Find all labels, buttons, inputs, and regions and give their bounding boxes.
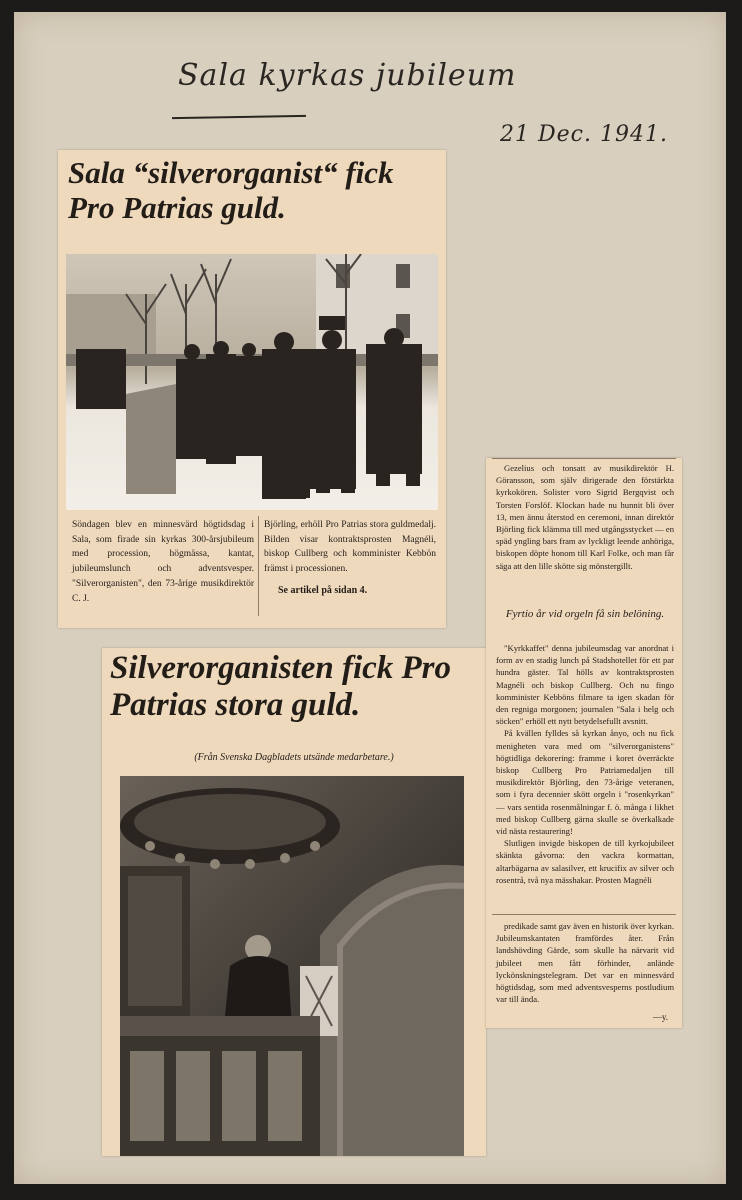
article-ending [496, 920, 674, 1005]
article-body [496, 642, 674, 886]
column-top-rule [492, 458, 676, 459]
handwritten-date: 21 Dec. 1941. [500, 122, 668, 147]
procession-illustration [66, 254, 438, 510]
news-clipping-procession [58, 150, 446, 628]
pulpit-illustration [120, 776, 464, 1156]
clipping-headline: Sala “silverorganist“ fick Pro Patrias guld. [68, 155, 394, 225]
column-separator [492, 914, 676, 915]
article-reference: Se artikel på sidan 4. [278, 584, 368, 596]
article-subhead: Fyrtio år vid orgeln få sin belöning. [505, 608, 665, 620]
article-continuation [496, 462, 674, 572]
article-paragraph: Slutligen invigde biskopen de till kyrkojubileet skänkta gåvorna: den vackra kormattan, altarbägarna av salasilver, ett krucifix av silver och rosentrå, två nya mässhakar. Prosten Magnéli [496, 838, 674, 885]
handwritten-title: Sala kyrkas jubileum [178, 58, 517, 93]
procession-photo [66, 254, 438, 510]
photo-caption-right [264, 518, 436, 598]
caption-right-text: Björling, erhöll Pro Patrias stora guldmedalj. Bilden visar kontraktsprosten Magnéli, biskop Cullberg och komminister Kebbön främst i processionen. [264, 520, 436, 575]
article-paragraph: predikade samt gav även en historik över kyrkan. Jubileumskantaten framfördes åter. Från landshövding Gärde, som skulle ha närvarit vid jubileet men fått förhinder, anlände lyckönskningstelegram. Det var en minnesvärd högtidsdag, som med adventsvesperns postludium var till ända. [496, 921, 674, 1005]
byline: (Från Svenska Dagbladets utsände medarbetare.) [194, 752, 394, 763]
article-paragraph: "Kyrkkaffet" denna jubileumsdag var anordnat i form av en stadig lunch på Stadshotellet för ett par hundra gäster. Tal hölls av kontraktsprosten Magnéli och biskop Cullberg. Och nu fingo komminister Kebböns filmare ta igen skadan för den regniga morgonen; journalen "Sala i helg och söcken" erhöll ett nytt betydelsefullt avsnitt. [496, 643, 674, 727]
author-signature: —y. [652, 1012, 668, 1022]
news-clipping-organist [102, 648, 486, 1156]
pulpit-photo [120, 776, 464, 1156]
caption-divider [258, 516, 259, 616]
news-clipping-article-column [486, 458, 682, 1028]
article-paragraph: Gezelius och tonsatt av musikdirektör H. Göransson, som själv dirigerade den förstärkta kyrkokören. Solister voro Sigrid Bergqvist och Torsten Forslöf. Klockan hade nu hunnit bli över 13, men ännu återstod en ceremoni, innan direktör Björling fick klämma till med utgångsstycket — en späd yngling bars fram av lyckligt leende anhöriga, biskopen döpte honom till Karl Folke, och man får säga att den lille skötte sig mönstergillt. [496, 463, 674, 571]
photo-caption-left: Söndagen blev en minnesvärd högtidsdag i Sala, som firade sin kyrkas 300-årsjubileum med procession, högmässa, kantat, jubileumslunch och adventsvesper. "Silverorganisten", den 73-årige musikdirektör C. J. [72, 520, 254, 604]
article-paragraph: På kvällen fylldes så kyrkan ånyo, och nu fick menigheten vara med om "silverorganistens" högtidliga dekorering: framme i koret överräckte biskop Cullberg Pro Patriamedaljen till musikdirektör Björling, den 73-årige veteranen, som i fyra decennier skött orgeln i "rosenkyrkan" — vars sentida rosenmålningar f. ö. många i likhet med biskop Cullberg gärna skulle se överkalkade vid nästa restaurering! [496, 728, 674, 837]
clipping-headline: Silverorganisten fick Pro Patrias stora guld. [110, 650, 452, 723]
